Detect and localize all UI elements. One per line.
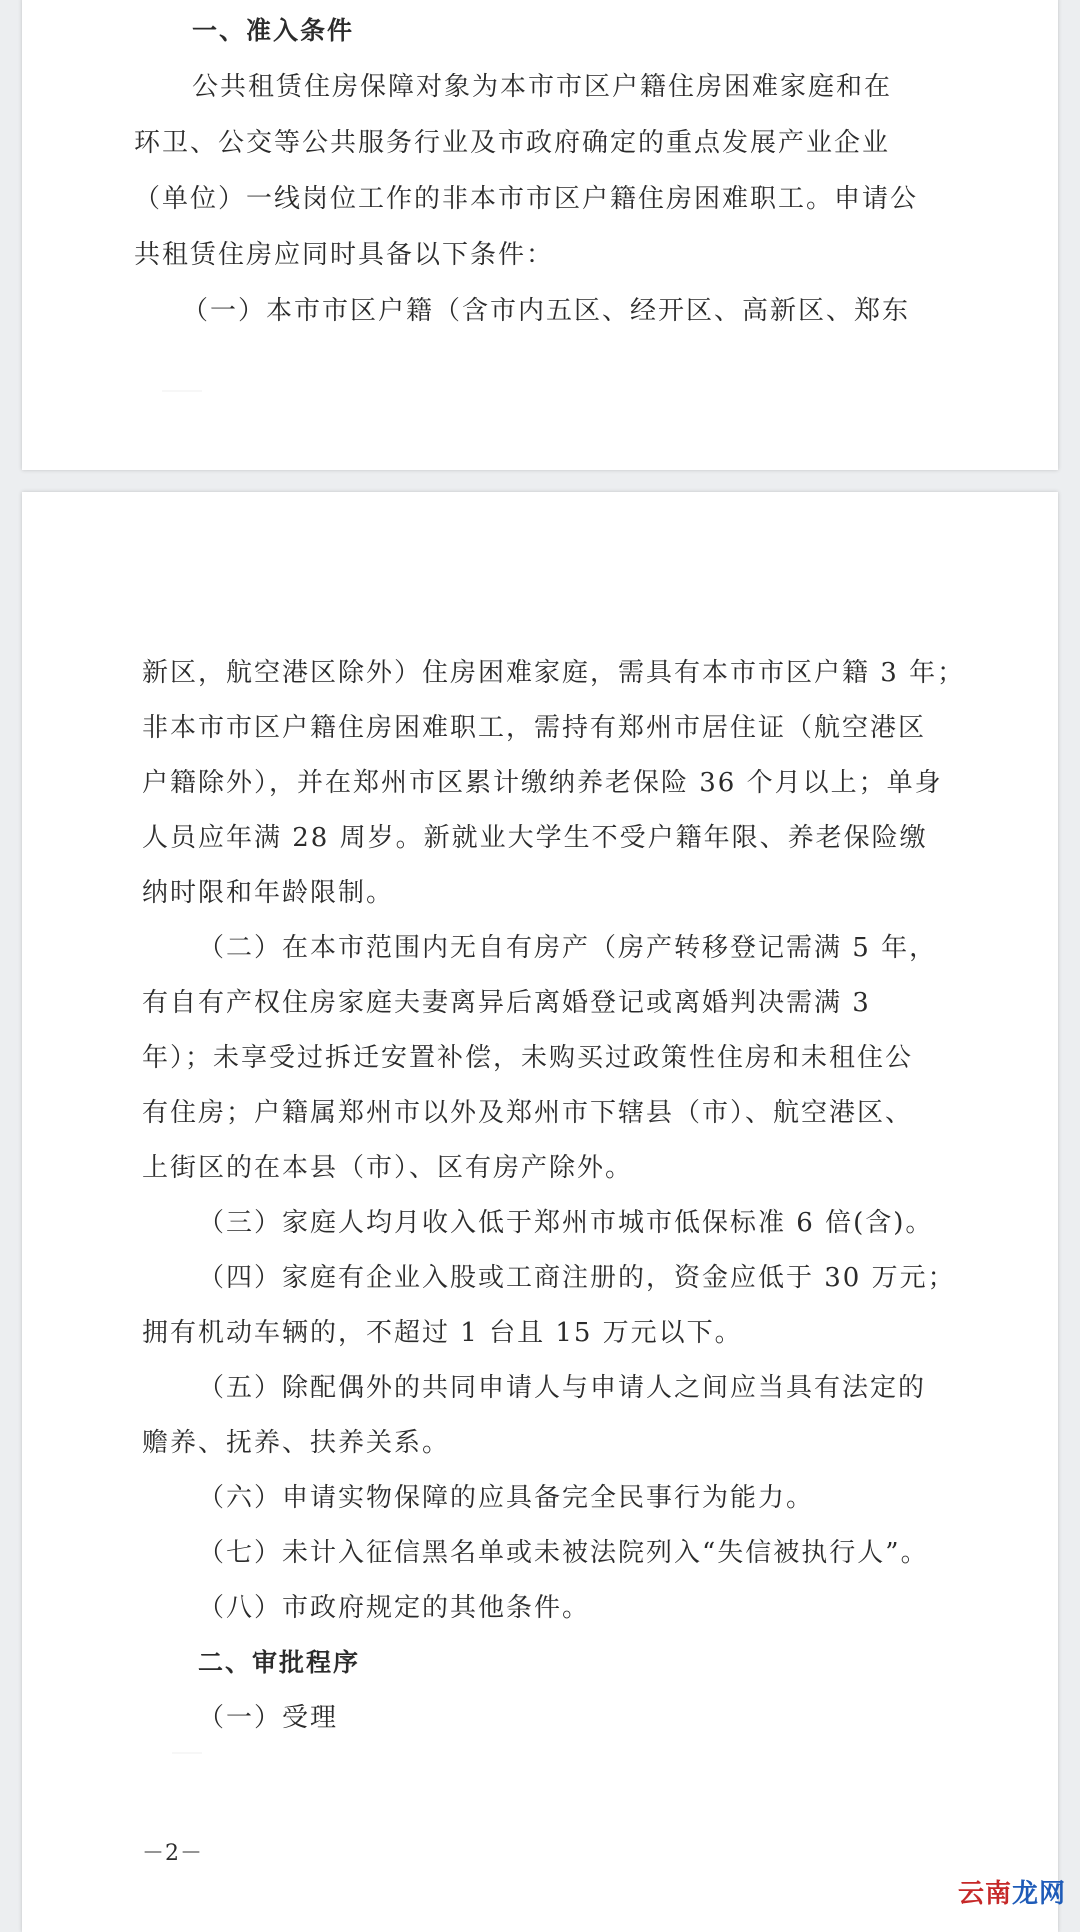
paragraph-line: 人员应年满 28 周岁。新就业大学生不受户籍年限、养老保险缴	[142, 823, 928, 853]
document-page-top	[22, 0, 1058, 470]
paragraph-line: 新区，航空港区除外）住房困难家庭，需具有本市市区户籍 3 年；	[142, 658, 966, 688]
section-heading-eligibility: 一、准入条件	[192, 16, 355, 45]
paragraph-line: （七）未计入征信黑名单或未被法院列入“失信被执行人”。	[198, 1538, 929, 1568]
section-heading-approval: 二、审批程序	[198, 1648, 361, 1677]
paragraph-line: （二）在本市范围内无自有房产（房产转移登记需满 5 年，	[198, 933, 938, 963]
sub-heading-acceptance: （一）受理	[198, 1703, 339, 1733]
paragraph-line: 赡养、抚养、扶养关系。	[142, 1428, 451, 1458]
scan-artifact	[172, 1752, 202, 1754]
watermark-part-a: 云南	[957, 1879, 1012, 1909]
paragraph-line: 年）；未享受过拆迁安置补偿，未购买过政策性住房和未租住公	[142, 1043, 914, 1073]
document-page-bottom	[22, 492, 1058, 1932]
paragraph-line: 环卫、公交等公共服务行业及市政府确定的重点发展产业企业	[134, 128, 891, 158]
paragraph-line: 拥有机动车辆的，不超过 1 台且 15 万元以下。	[142, 1318, 743, 1348]
paragraph-line: 户籍除外），并在郑州市区累计缴纳养老保险 36 个月以上；单身	[142, 768, 943, 798]
paragraph-line: （三）家庭人均月收入低于郑州市城市低保标准 6 倍(含)。	[198, 1208, 934, 1238]
paragraph-line: （一）本市市区户籍（含市内五区、经开区、高新区、郑东	[182, 296, 911, 326]
paragraph-line: （单位）一线岗位工作的非本市市区户籍住房困难职工。申请公	[134, 184, 919, 214]
paragraph-line: （八）市政府规定的其他条件。	[198, 1593, 591, 1623]
paragraph-line: 非本市市区户籍住房困难职工，需持有郑州市居住证（航空港区	[142, 713, 927, 743]
paragraph-line: （六）申请实物保障的应具备完全民事行为能力。	[198, 1483, 815, 1513]
paragraph-line: 纳时限和年龄限制。	[142, 878, 395, 908]
paragraph-line: （四）家庭有企业入股或工商注册的，资金应低于 30 万元；	[198, 1263, 956, 1293]
paragraph-line: 上街区的在本县（市）、区有房产除外。	[142, 1153, 634, 1183]
scan-artifact	[162, 390, 202, 392]
paragraph-line: （五）除配偶外的共同申请人与申请人之间应当具有法定的	[198, 1373, 927, 1403]
paragraph-line: 公共租赁住房保障对象为本市市区户籍住房困难家庭和在	[192, 72, 893, 102]
paragraph-line: 有住房；户籍属郑州市以外及郑州市下辖县（市）、航空港区、	[142, 1098, 914, 1128]
page-number: －2－	[142, 1841, 203, 1866]
paragraph-line: 共租赁住房应同时具备以下条件：	[134, 240, 555, 270]
watermark-part-b: 龙网	[1011, 1879, 1066, 1909]
paragraph-line: 有自有产权住房家庭夫妻离异后离婚登记或离婚判决需满 3	[142, 988, 871, 1018]
site-watermark	[958, 1873, 1066, 1910]
